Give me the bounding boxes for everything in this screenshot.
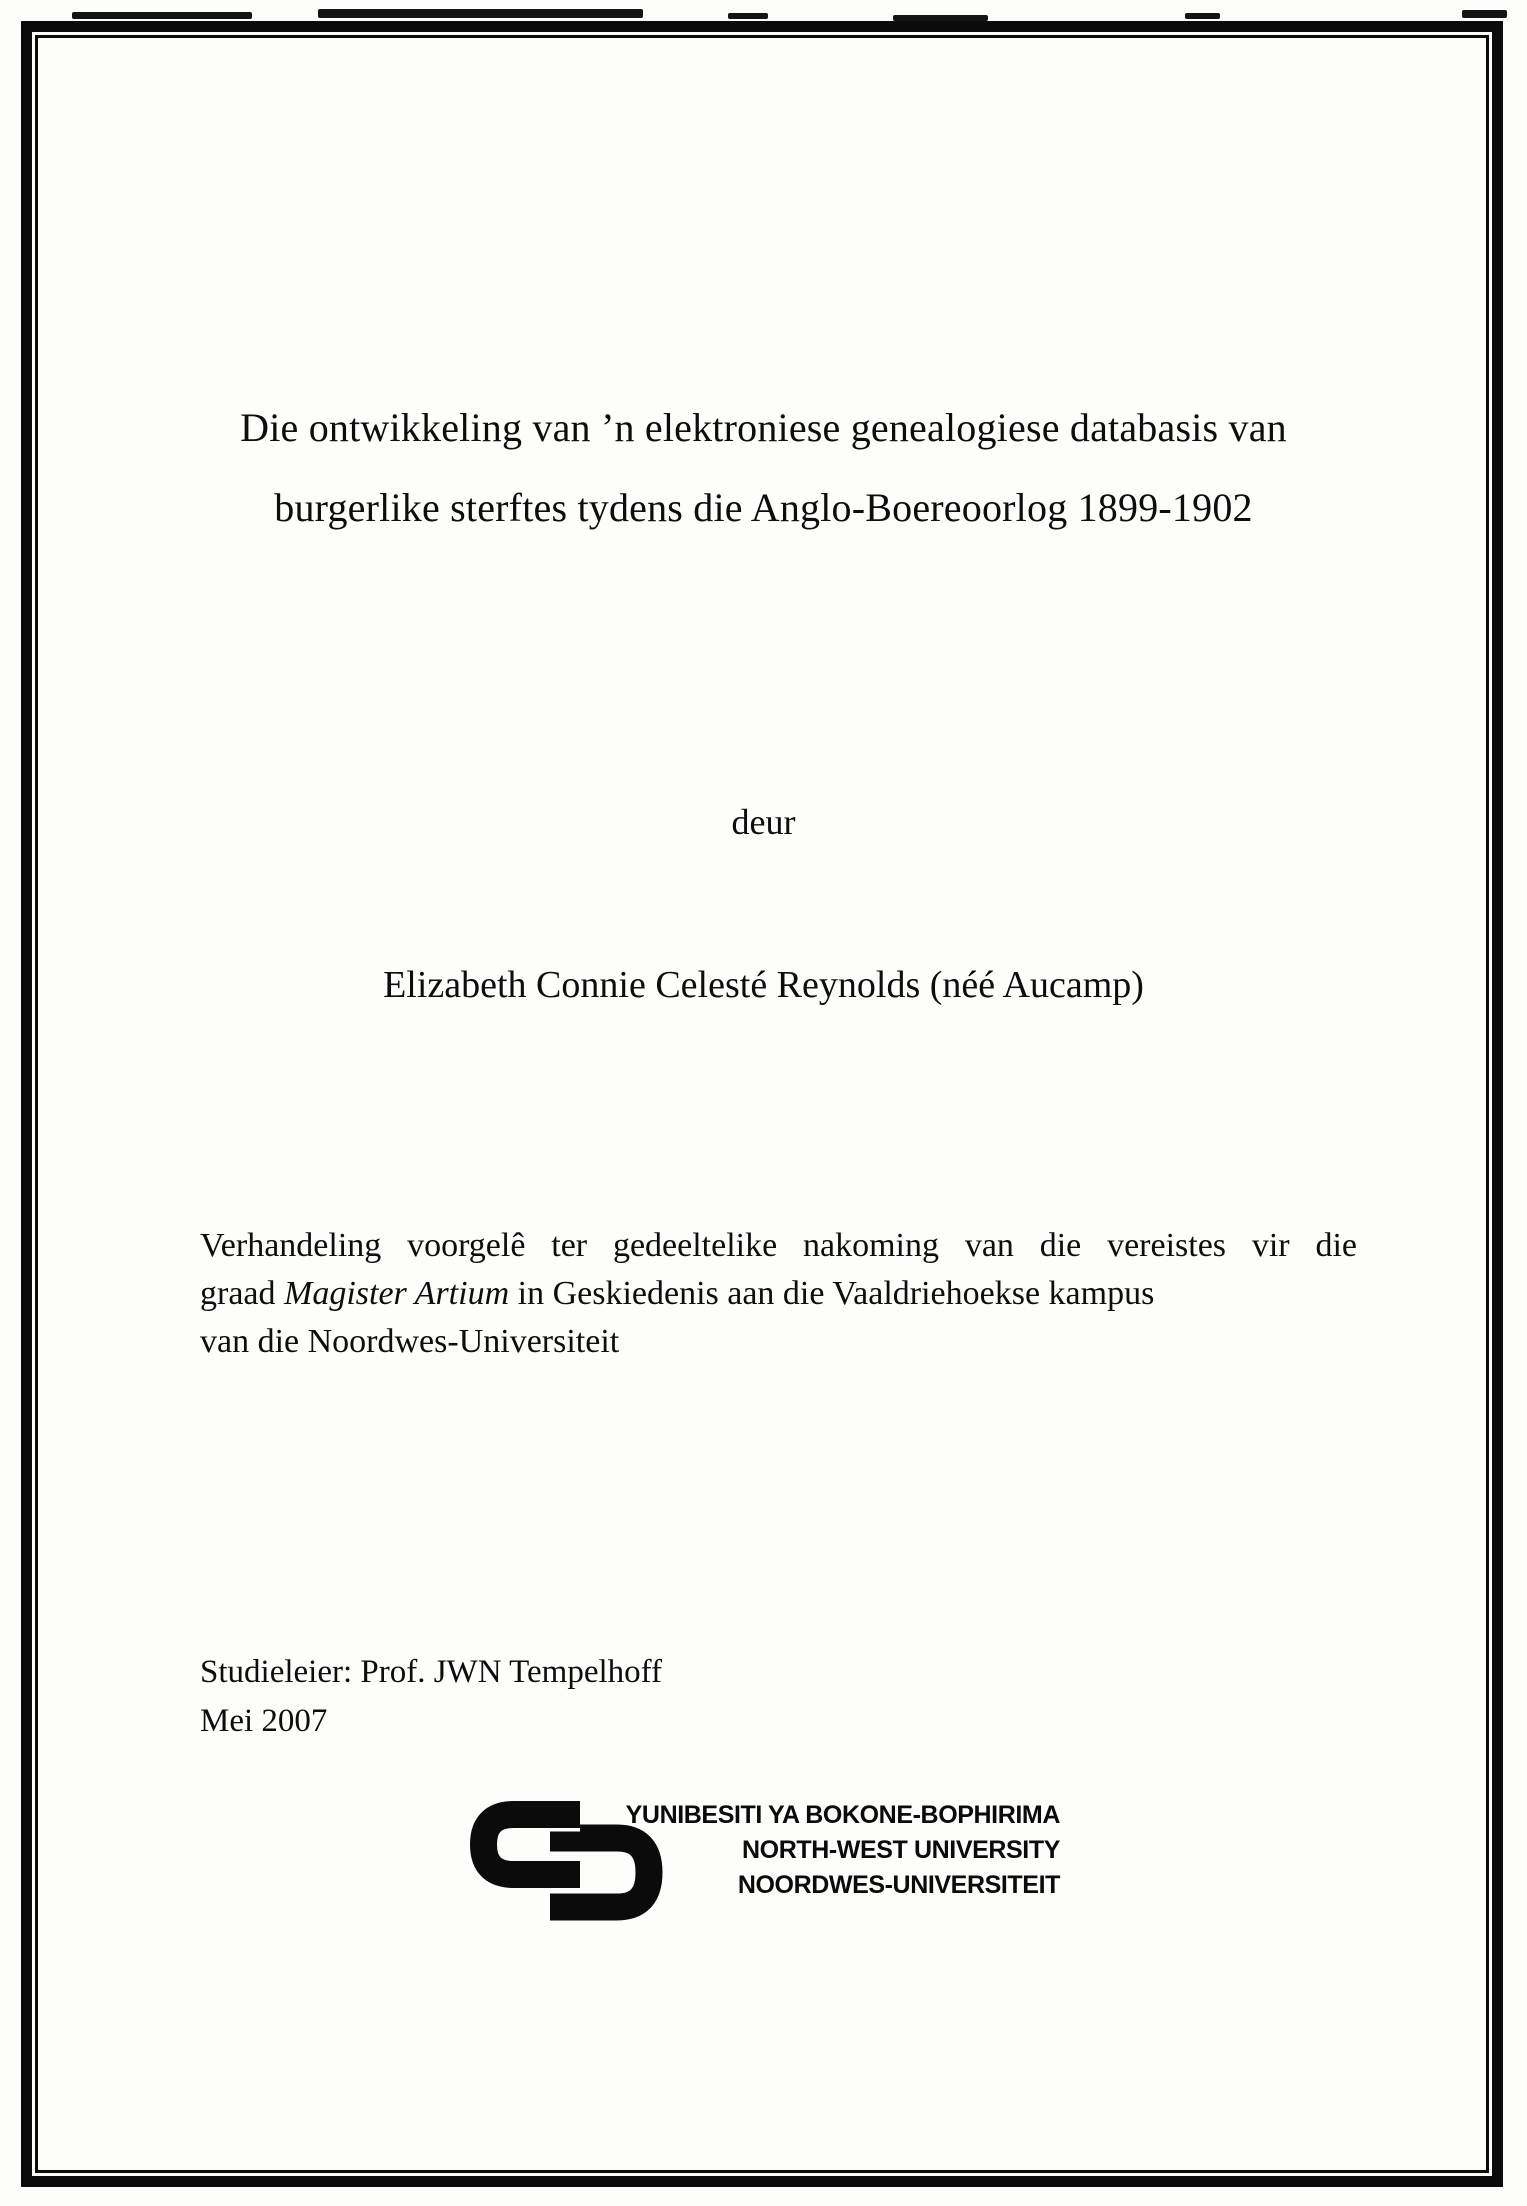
thesis-title-line2: burgerlike sterftes tydens die Anglo-Boereoorlog 1899-1902 [274,485,1253,530]
scan-artifact [1462,10,1507,18]
scan-artifact [728,13,768,19]
submission-line3: van die Noordwes-Universiteit [200,1323,620,1360]
thesis-title-line1: Die ontwikkeling van ’n elektroniese genealogiese databasis van [240,405,1287,450]
university-name-block [626,1798,1060,1903]
submission-line2-prefix: graad [200,1275,285,1312]
scan-artifact [318,9,643,18]
university-name-afrikaans: NOORDWES-UNIVERSITEIT [737,1871,1060,1899]
university-name-english: NORTH-WEST UNIVERSITY [742,1836,1060,1864]
thesis-title [110,388,1417,548]
degree-name-italic: Magister Artium [284,1275,510,1312]
supervisor-line: Studieleier: Prof. JWN Tempelhoff [200,1654,663,1690]
byline-deur: deur [731,802,796,842]
author-name: Elizabeth Connie Celesté Reynolds (néé Aucamp) [383,964,1144,1006]
scan-artifact [1185,13,1220,19]
supervisor-block [200,1648,662,1746]
university-name-setswana: YUNIBESITI YA BOKONE-BOPHIRIMA [625,1801,1060,1829]
submission-line2-suffix: in Geskiedenis aan die Vaaldriehoekse kampus [509,1275,1155,1312]
date-line: Mei 2007 [200,1703,328,1739]
submission-line2 [200,1270,1357,1318]
submission-line1: Verhandeling voorgelê ter gedeeltelike nakoming van die vereistes vir die [200,1227,1357,1264]
submission-statement [200,1222,1357,1366]
scan-artifact [72,12,252,19]
